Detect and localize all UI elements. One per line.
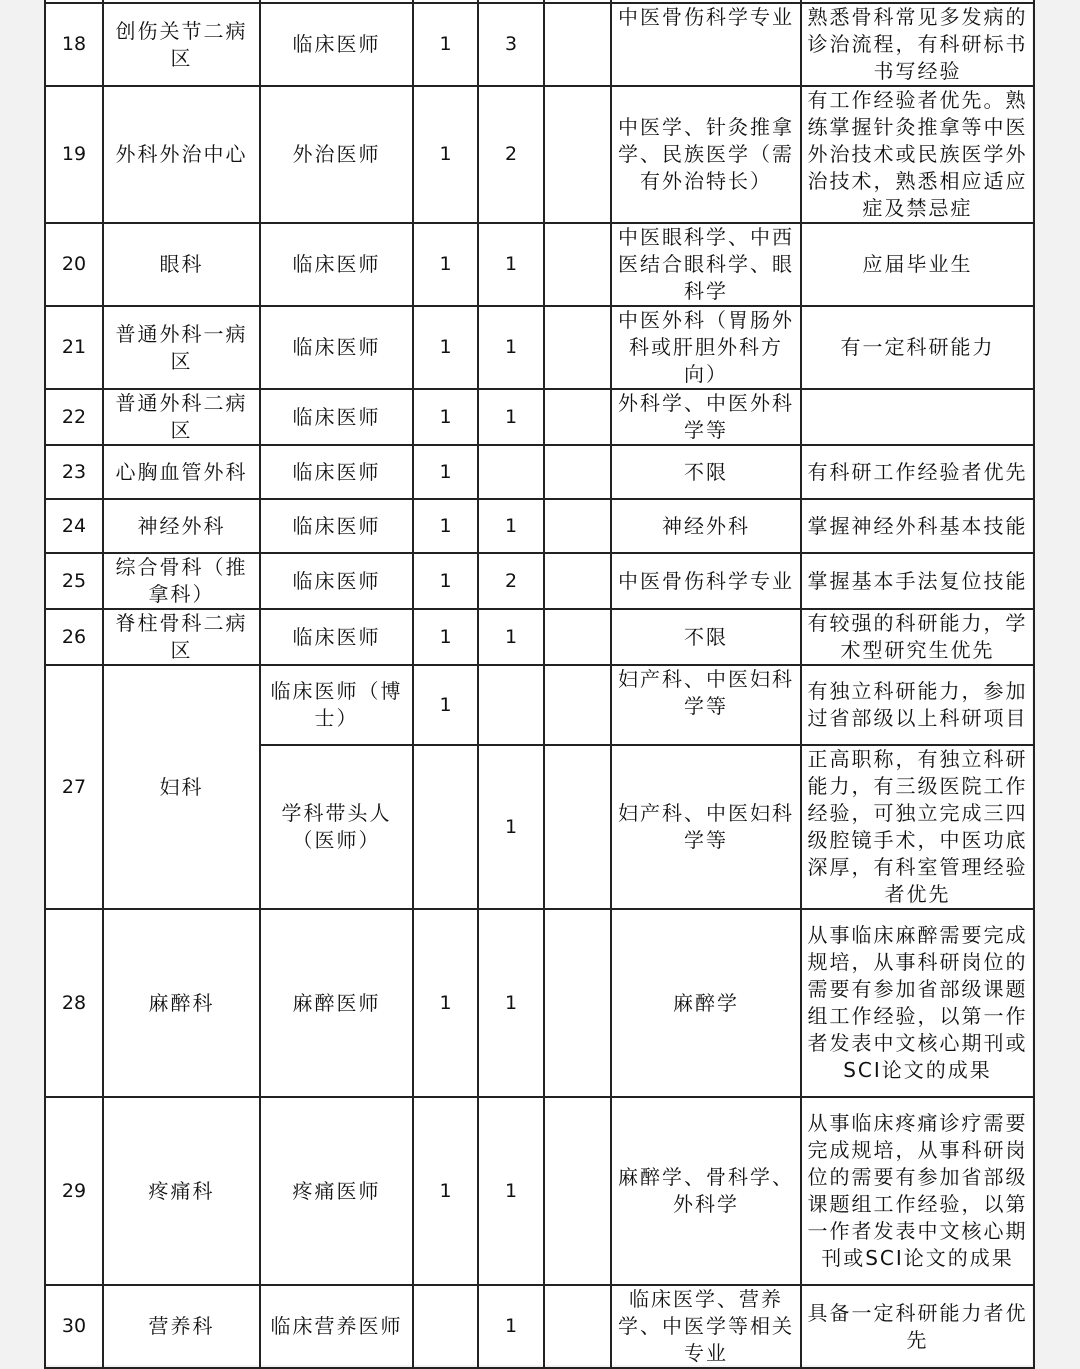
empty-cell: [544, 909, 611, 1097]
row-number: 27: [45, 665, 103, 909]
count-cell: 1: [413, 86, 478, 223]
department-cell: 营养科: [103, 1285, 260, 1368]
ratio-cell: 1: [478, 909, 544, 1097]
ratio-cell: 1: [478, 306, 544, 389]
table-row: [45, 3, 1034, 86]
empty-cell: [544, 306, 611, 389]
row-number: 22: [45, 389, 103, 445]
ratio-cell: 2: [478, 86, 544, 223]
table-row: [45, 499, 1034, 553]
requirement-cell: 有独立科研能力，参加过省部级以上科研项目: [801, 665, 1034, 745]
row-number: 26: [45, 609, 103, 665]
major-cell: 妇产科、中医妇科学等: [611, 665, 801, 745]
requirement-cell: 应届毕业生: [801, 223, 1034, 306]
table-row: [45, 223, 1034, 306]
empty-cell: [544, 499, 611, 553]
row-number: 25: [45, 553, 103, 609]
position-cell: 外治医师: [260, 86, 413, 223]
position-cell: 临床医师: [260, 389, 413, 445]
major-cell: 妇产科、中医妇科学等: [611, 745, 801, 909]
requirement-cell: 掌握神经外科基本技能: [801, 499, 1034, 553]
department-cell: 脊柱骨科二病区: [103, 609, 260, 665]
table-row: [45, 86, 1034, 223]
table-row: [45, 665, 1034, 745]
ratio-cell: [478, 445, 544, 499]
recruitment-table: [44, 0, 1035, 1369]
empty-cell: [544, 745, 611, 909]
requirement-cell: 具备一定科研能力者优先: [801, 1285, 1034, 1368]
major-cell: 神经外科: [611, 499, 801, 553]
empty-cell: [544, 665, 611, 745]
count-cell: 1: [413, 609, 478, 665]
count-cell: 1: [413, 389, 478, 445]
empty-cell: [544, 3, 611, 86]
empty-cell: [544, 609, 611, 665]
empty-cell: [544, 1097, 611, 1285]
row-number: 20: [45, 223, 103, 306]
requirement-cell: [801, 389, 1034, 445]
row-number: 28: [45, 909, 103, 1097]
position-cell: 疼痛医师: [260, 1097, 413, 1285]
requirement-cell: 有较强的科研能力，学术型研究生优先: [801, 609, 1034, 665]
count-cell: 1: [413, 306, 478, 389]
requirement-cell: 掌握基本手法复位技能: [801, 553, 1034, 609]
ratio-cell: 1: [478, 1285, 544, 1368]
department-cell: 普通外科一病区: [103, 306, 260, 389]
ratio-cell: 1: [478, 1097, 544, 1285]
position-cell: 临床营养医师: [260, 1285, 413, 1368]
position-cell: 临床医师: [260, 223, 413, 306]
table-row: [45, 553, 1034, 609]
requirement-cell: 有一定科研能力: [801, 306, 1034, 389]
ratio-cell: 3: [478, 3, 544, 86]
count-cell: 1: [413, 223, 478, 306]
major-cell: 不限: [611, 609, 801, 665]
count-cell: 1: [413, 909, 478, 1097]
department-cell: 综合骨科（推拿科）: [103, 553, 260, 609]
table-row: [45, 1097, 1034, 1285]
ratio-cell: 1: [478, 389, 544, 445]
department-cell: 妇科: [103, 665, 260, 909]
department-cell: 外科外治中心: [103, 86, 260, 223]
major-cell: 外科学、中医外科学等: [611, 389, 801, 445]
department-cell: 眼科: [103, 223, 260, 306]
empty-cell: [544, 553, 611, 609]
ratio-cell: 2: [478, 553, 544, 609]
requirement-cell: 有科研工作经验者优先: [801, 445, 1034, 499]
position-cell: 临床医师: [260, 306, 413, 389]
department-cell: 疼痛科: [103, 1097, 260, 1285]
row-number: 18: [45, 3, 103, 86]
position-cell: 临床医师: [260, 3, 413, 86]
department-cell: 神经外科: [103, 499, 260, 553]
requirement-cell: 从事临床麻醉需要完成规培，从事科研岗位的需要有参加省部级课题组工作经验，以第一作者发表中文核心期刊或SCI论文的成果: [801, 909, 1034, 1097]
department-cell: 创伤关节二病区: [103, 3, 260, 86]
major-cell: 中医外科（胃肠外科或肝胆外科方向）: [611, 306, 801, 389]
major-cell: 不限: [611, 445, 801, 499]
count-cell: [413, 745, 478, 909]
requirement-cell: 正高职称，有独立科研能力，有三级医院工作经验，可独立完成三四级腔镜手术，中医功底深厚，有科室管理经验者优先: [801, 745, 1034, 909]
major-cell: 麻醉学、骨科学、外科学: [611, 1097, 801, 1285]
table-row: [45, 389, 1034, 445]
empty-cell: [544, 86, 611, 223]
requirement-cell: 从事临床疼痛诊疗需要完成规培，从事科研岗位的需要有参加省部级课题组工作经验，以第一作者发表中文核心期刊或SCI论文的成果: [801, 1097, 1034, 1285]
count-cell: 1: [413, 445, 478, 499]
ratio-cell: 1: [478, 223, 544, 306]
empty-cell: [544, 389, 611, 445]
position-cell: 临床医师: [260, 499, 413, 553]
position-cell: 临床医师（博士）: [260, 665, 413, 745]
row-number: 29: [45, 1097, 103, 1285]
position-cell: 临床医师: [260, 553, 413, 609]
major-cell: 中医骨伤科学专业: [611, 3, 801, 86]
table-row: [45, 306, 1034, 389]
position-cell: 学科带头人（医师）: [260, 745, 413, 909]
position-cell: 麻醉医师: [260, 909, 413, 1097]
ratio-cell: 1: [478, 609, 544, 665]
row-number: 21: [45, 306, 103, 389]
requirement-cell: 有工作经验者优先。熟练掌握针灸推拿等中医外治技术或民族医学外治技术，熟悉相应适应症及禁忌症: [801, 86, 1034, 223]
requirement-cell: 熟悉骨科常见多发病的诊治流程，有科研标书书写经验: [801, 3, 1034, 86]
count-cell: 1: [413, 3, 478, 86]
count-cell: 1: [413, 1097, 478, 1285]
count-cell: 1: [413, 499, 478, 553]
major-cell: 中医学、针灸推拿学、民族医学（需有外治特长）: [611, 86, 801, 223]
department-cell: 麻醉科: [103, 909, 260, 1097]
table-row: [45, 909, 1034, 1097]
table-row: [45, 445, 1034, 499]
row-number: 23: [45, 445, 103, 499]
count-cell: 1: [413, 665, 478, 745]
position-cell: 临床医师: [260, 609, 413, 665]
major-cell: 临床医学、营养学、中医学等相关专业: [611, 1285, 801, 1368]
ratio-cell: [478, 665, 544, 745]
row-number: 24: [45, 499, 103, 553]
empty-cell: [544, 445, 611, 499]
position-cell: 临床医师: [260, 445, 413, 499]
ratio-cell: 1: [478, 745, 544, 909]
department-cell: 普通外科二病区: [103, 389, 260, 445]
major-cell: 中医骨伤科学专业: [611, 553, 801, 609]
table-row: [45, 609, 1034, 665]
row-number: 19: [45, 86, 103, 223]
row-number: 30: [45, 1285, 103, 1368]
department-cell: 心胸血管外科: [103, 445, 260, 499]
empty-cell: [544, 1285, 611, 1368]
major-cell: 中医眼科学、中西医结合眼科学、眼科学: [611, 223, 801, 306]
count-cell: [413, 1285, 478, 1368]
table-row: [45, 1285, 1034, 1368]
count-cell: 1: [413, 553, 478, 609]
ratio-cell: 1: [478, 499, 544, 553]
empty-cell: [544, 223, 611, 306]
major-cell: 麻醉学: [611, 909, 801, 1097]
